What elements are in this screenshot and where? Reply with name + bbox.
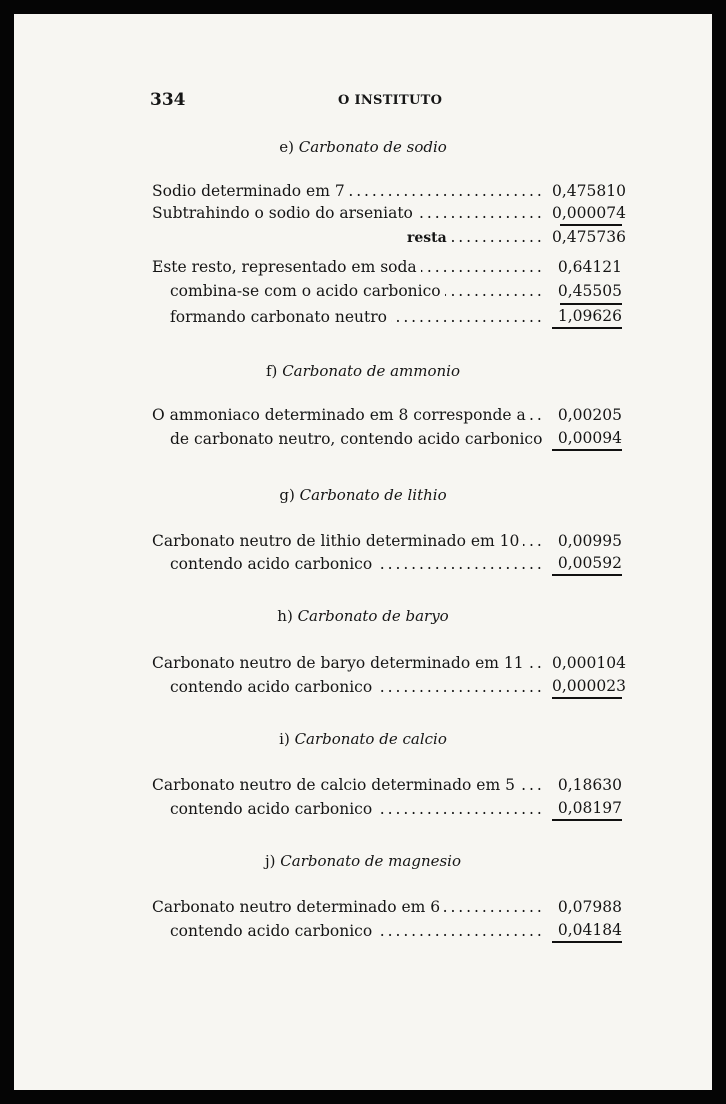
section-letter: h) bbox=[277, 607, 293, 625]
section-title: Carbonato de ammonio bbox=[282, 362, 460, 380]
table-row bbox=[152, 256, 622, 278]
row-label: Carbonato neutro determinado em 6 bbox=[152, 898, 444, 916]
row-label: contendo acido carbonico bbox=[152, 800, 376, 818]
row-value: 0,475810 bbox=[552, 182, 626, 200]
row-value: 0,000023 bbox=[552, 676, 622, 699]
row-label: contendo acido carbonico bbox=[152, 922, 376, 940]
section-letter: j) bbox=[264, 852, 276, 870]
book-page bbox=[14, 14, 712, 1090]
table-row bbox=[152, 404, 622, 426]
row-label: combina-se com o acido carbonico bbox=[152, 282, 445, 300]
section-heading-j bbox=[14, 852, 712, 870]
row-label: contendo acido carbonico bbox=[152, 678, 376, 696]
table-row bbox=[152, 428, 622, 450]
table-row bbox=[152, 306, 622, 328]
row-value: 0,475736 bbox=[552, 228, 626, 246]
section-heading-i bbox=[14, 730, 712, 748]
section-letter: i) bbox=[279, 730, 290, 748]
table-row bbox=[152, 652, 626, 674]
section-title: Carbonato de magnesio bbox=[280, 852, 462, 870]
row-label: Carbonato neutro de lithio determinado em 10 bbox=[152, 532, 523, 550]
row-label: Subtrahindo o sodio do arseniato bbox=[152, 204, 417, 222]
row-label: resta bbox=[152, 230, 451, 246]
table-row bbox=[152, 226, 626, 248]
table-row bbox=[152, 896, 622, 918]
table-row bbox=[152, 774, 622, 796]
section-letter: f) bbox=[266, 362, 278, 380]
section-title: Carbonato de lithio bbox=[299, 486, 447, 504]
section-heading-e bbox=[14, 138, 712, 156]
row-label: contendo acido carbonico bbox=[152, 555, 376, 573]
row-value: 0,000104 bbox=[552, 654, 626, 672]
row-value: 0,18630 bbox=[557, 776, 622, 794]
row-value: 0,07988 bbox=[557, 898, 622, 916]
table-row bbox=[152, 530, 622, 552]
row-value: 0,04184 bbox=[552, 920, 622, 943]
section-letter: e) bbox=[279, 138, 294, 156]
page-number: 334 bbox=[150, 90, 186, 110]
table-row bbox=[152, 202, 626, 224]
table-row bbox=[152, 920, 622, 942]
section-title: Carbonato de sodio bbox=[298, 138, 447, 156]
row-value: 0,00995 bbox=[557, 532, 622, 550]
table-row bbox=[152, 798, 622, 820]
row-label: Sodio determinado em 7 bbox=[152, 182, 349, 200]
section-heading-h bbox=[14, 607, 712, 625]
row-value: 0,45505 bbox=[557, 282, 622, 300]
sum-rule bbox=[560, 303, 622, 305]
table-row bbox=[152, 553, 622, 575]
section-heading-f bbox=[14, 362, 712, 380]
row-label: O ammoniaco determinado em 8 corresponde a bbox=[152, 406, 530, 424]
row-value: 0,000074 bbox=[552, 204, 626, 222]
row-value: 0,00205 bbox=[557, 406, 622, 424]
table-row bbox=[152, 676, 626, 698]
section-letter: g) bbox=[279, 486, 295, 504]
row-label: Carbonato neutro de baryo determinado em 11 bbox=[152, 654, 528, 672]
row-label: Este resto, representado em soda bbox=[152, 258, 421, 276]
row-value: 0,64121 bbox=[557, 258, 622, 276]
section-title: Carbonato de calcio bbox=[294, 730, 447, 748]
table-row bbox=[152, 280, 622, 302]
row-value: 0,08197 bbox=[552, 798, 622, 821]
row-value: 0,00094 bbox=[552, 428, 622, 451]
table-row bbox=[152, 180, 626, 202]
row-value: 0,00592 bbox=[552, 553, 622, 576]
row-label: de carbonato neutro, contendo acido carbonico bbox=[152, 430, 544, 448]
running-head bbox=[150, 90, 630, 114]
running-title: O INSTITUTO bbox=[338, 93, 443, 108]
section-heading-g bbox=[14, 486, 712, 504]
row-value: 1,09626 bbox=[552, 306, 622, 329]
row-label: Carbonato neutro de calcio determinado em 5 bbox=[152, 776, 519, 794]
row-label: formando carbonato neutro bbox=[152, 308, 391, 326]
section-title: Carbonato de baryo bbox=[297, 607, 449, 625]
